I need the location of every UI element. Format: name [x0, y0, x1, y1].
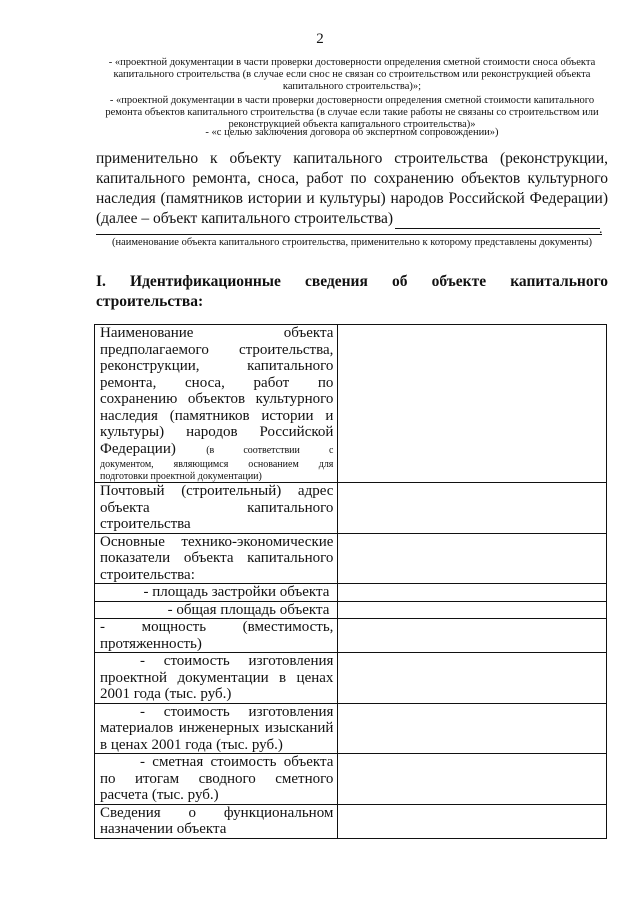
- note-line: капитального строительства)»;: [282, 81, 422, 92]
- object-paragraph-line: капитального ремонта, сноса, работ по сохранению объектов культурного: [96, 170, 608, 187]
- label-line: культуры) народов Российской: [100, 424, 334, 440]
- table-row: [95, 619, 607, 653]
- label-line: назначении объекта: [100, 821, 227, 837]
- value-cell-capacity[interactable]: [338, 619, 607, 653]
- label-line: 2001 года (тыс. руб.): [100, 686, 232, 702]
- label-line: сохранению объектов культурного: [100, 391, 334, 407]
- row-label-function: [95, 804, 338, 838]
- row-label-estimate-cost: [95, 754, 338, 805]
- note-line: - «с целью заключения договора об экспертном сопровождении»): [205, 127, 499, 138]
- object-paragraph-line: применительно к объекту капитального строительства (реконструкции,: [96, 150, 608, 167]
- value-cell-design-cost[interactable]: [338, 653, 607, 704]
- table-row: [95, 533, 607, 584]
- table-row: [95, 754, 607, 805]
- label-line: Наименование объекта: [100, 325, 334, 341]
- object-name-fill-line[interactable]: [395, 214, 600, 229]
- row-label-address: [95, 483, 338, 534]
- label-line: - площадь застройки объекта: [143, 584, 330, 600]
- label-line: Основные технико-экономические: [100, 533, 334, 550]
- label-line-small: (в соответствии с: [206, 444, 334, 456]
- label-line: [100, 441, 333, 460]
- label-line: наследия (памятников истории и: [100, 407, 334, 424]
- section-heading: I. Идентификационные сведения об объекте капитального: [96, 273, 608, 290]
- fill-line-period: .: [599, 222, 603, 237]
- label-small-line: подготовки проектной документации): [100, 470, 262, 482]
- label-small-line: документом, являющимся основанием для: [100, 459, 334, 470]
- row-label-built-area: [95, 584, 338, 602]
- value-cell-function[interactable]: [338, 804, 607, 838]
- row-label-capacity: [95, 619, 338, 653]
- label-line: Почтовый (строительный) адрес: [100, 483, 334, 499]
- label-line: расчета (тыс. руб.): [100, 787, 219, 803]
- label-line: по итогам сводного сметного: [100, 770, 334, 787]
- table-row: [95, 601, 607, 619]
- note-line: - «проектной документации в части проверки достоверности определения сметной стоимости сноса объекта: [108, 57, 596, 68]
- value-cell-main-indicators[interactable]: [338, 533, 607, 584]
- table-row: [95, 483, 607, 534]
- label-line: строительства:: [100, 566, 195, 583]
- value-cell-built-area[interactable]: [338, 584, 607, 602]
- label-line: строительства: [100, 516, 191, 532]
- table-row: [95, 325, 607, 483]
- label-line: - общая площадь объекта: [167, 601, 330, 618]
- object-paragraph-text: (далее – объект капитального строительства): [96, 210, 394, 227]
- row-label-main-indicators: [95, 533, 338, 584]
- label-line: в ценах 2001 года (тыс. руб.): [100, 736, 283, 753]
- note-line: капитального строительства (в случае если снос не связан со строительством или реконструкцией объекта: [113, 69, 591, 80]
- object-paragraph-line: наследия (памятников истории и культуры) народов Российской Федерации): [96, 190, 608, 207]
- note-expert-support: [96, 127, 608, 139]
- label-line: - сметная стоимость объекта: [140, 754, 334, 770]
- row-label-object-name: [95, 325, 338, 483]
- note-line: ремонта объектов капитального строительства (в случае если такие работы не связаны со строительством или: [105, 107, 599, 118]
- note-sms-repair: [96, 95, 608, 131]
- value-cell-object-name[interactable]: [338, 325, 607, 483]
- note-line: реконструкцией объекта капитального строительства)»: [228, 119, 476, 130]
- value-cell-address[interactable]: [338, 483, 607, 534]
- row-label-total-area: [95, 601, 338, 619]
- page-number: 2: [316, 31, 324, 47]
- value-cell-total-area[interactable]: [338, 601, 607, 619]
- value-cell-survey-cost[interactable]: [338, 703, 607, 754]
- row-label-survey-cost: [95, 703, 338, 754]
- table-row: [95, 584, 607, 602]
- table-row: [95, 804, 607, 838]
- label-line: протяженность): [100, 635, 202, 652]
- note-line: - «проектной документации в части проверки достоверности определения сметной стоимости капитального: [109, 95, 595, 106]
- label-line: проектной документации в ценах: [100, 669, 334, 686]
- table-row: [95, 703, 607, 754]
- label-line: показатели объекта капитального: [100, 550, 334, 566]
- label-line: - стоимость изготовления: [140, 653, 334, 669]
- value-cell-estimate-cost[interactable]: [338, 754, 607, 805]
- label-line: ремонта, сноса, работ по: [100, 374, 334, 391]
- object-name-fill-line-full[interactable]: [96, 234, 602, 235]
- label-line: - мощность (вместимость,: [100, 619, 334, 635]
- object-paragraph-line: [96, 209, 608, 229]
- table-row: [95, 653, 607, 704]
- identification-table: [94, 324, 607, 839]
- label-line: - стоимость изготовления: [140, 703, 334, 720]
- note-sms-demolition: [96, 57, 608, 93]
- label-line: материалов инженерных изысканий: [100, 720, 334, 736]
- label-line: реконструкции, капитального: [100, 358, 334, 374]
- label-line: Сведения о функциональном: [100, 804, 334, 821]
- section-heading-cont: строительства:: [96, 293, 204, 310]
- label-line: предполагаемого строительства,: [100, 341, 334, 358]
- label-line: объекта капитального: [100, 499, 334, 516]
- label-line-text: Федерации): [100, 440, 176, 457]
- fill-line-caption: (наименование объекта капитального строительства, применительно к которому представлены документы): [112, 237, 592, 248]
- row-label-design-cost: [95, 653, 338, 704]
